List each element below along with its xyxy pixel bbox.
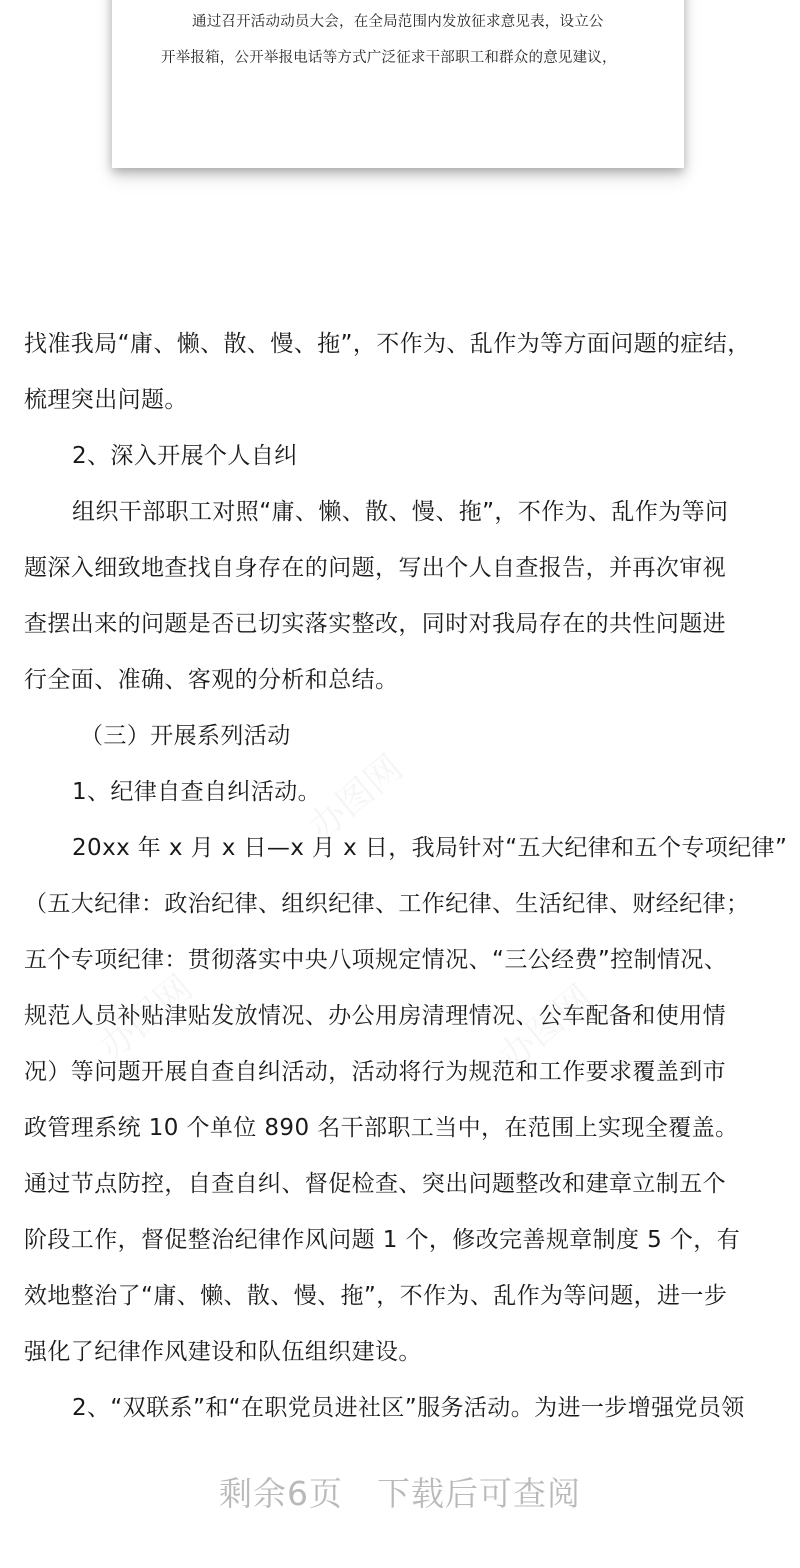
doc-line: 行全面、准确、客观的分析和总结。	[24, 667, 399, 693]
doc-line: （五大纪律：政治纪律、组织纪律、工作纪律、生活纪律、财经纪律；	[24, 891, 750, 917]
download-prompt-text[interactable]	[0, 1468, 800, 1515]
doc-heading: 2、深入开展个人自纠	[72, 443, 298, 469]
doc-line: 查摆出来的问题是否已切实落实整改，同时对我局存在的共性问题进	[24, 611, 726, 637]
doc-section-heading: （三）开展系列活动	[80, 723, 291, 749]
doc-line: 2、“双联系”和“在职党员进社区”服务活动。为进一步增强党员领	[72, 1395, 745, 1421]
doc-heading: 1、纪律自查自纠活动。	[72, 779, 322, 805]
doc-line: 况）等问题开展自查自纠活动，活动将行为规范和工作要求覆盖到市	[24, 1059, 726, 1085]
doc-line: 政管理系统 10 个单位 890 名干部职工当中，在范围上实现全覆盖。	[24, 1115, 739, 1141]
doc-line: 阶段工作，督促整治纪律作风问题 1 个，修改完善规章制度 5 个，有	[24, 1227, 741, 1253]
doc-line: 梳理突出问题。	[24, 387, 188, 413]
doc-line: 题深入细致地查找自身存在的问题，写出个人自查报告，并再次审视	[24, 555, 726, 581]
download-to-view-label: 下载后可查阅	[377, 1474, 581, 1513]
preview-line-2: 开举报箱，公开举报电话等方式广泛征求干部职工和群众的意见建议，	[161, 50, 617, 66]
doc-line: 找准我局“庸、懒、散、慢、拖”，不作为、乱作为等方面问题的症结，	[24, 331, 751, 357]
remaining-pages-label: 剩余6页	[219, 1474, 343, 1513]
doc-line: 通过节点防控，自查自纠、督促检查、突出问题整改和建章立制五个	[24, 1171, 726, 1197]
doc-line: 效地整治了“庸、懒、散、慢、拖”，不作为、乱作为等问题，进一步	[24, 1283, 728, 1309]
download-prompt-overlay[interactable]	[0, 1440, 800, 1568]
doc-line: 五个专项纪律：贯彻落实中央八项规定情况、“三公经费”控制情况、	[24, 947, 728, 973]
doc-line: 组织干部职工对照“庸、懒、散、慢、拖”，不作为、乱作为等问	[72, 499, 729, 525]
doc-line: 强化了纪律作风建设和队伍组织建设。	[24, 1339, 422, 1365]
doc-line: 20xx 年 x 月 x 日—x 月 x 日，我局针对“五大纪律和五个专项纪律”	[72, 835, 788, 861]
doc-line: 规范人员补贴津贴发放情况、办公用房清理情况、公车配备和使用情	[24, 1003, 726, 1029]
previous-page-preview-card	[112, 0, 684, 168]
preview-line-1: 通过召开活动动员大会，在全局范围内发放征求意见表，设立公	[192, 14, 604, 30]
